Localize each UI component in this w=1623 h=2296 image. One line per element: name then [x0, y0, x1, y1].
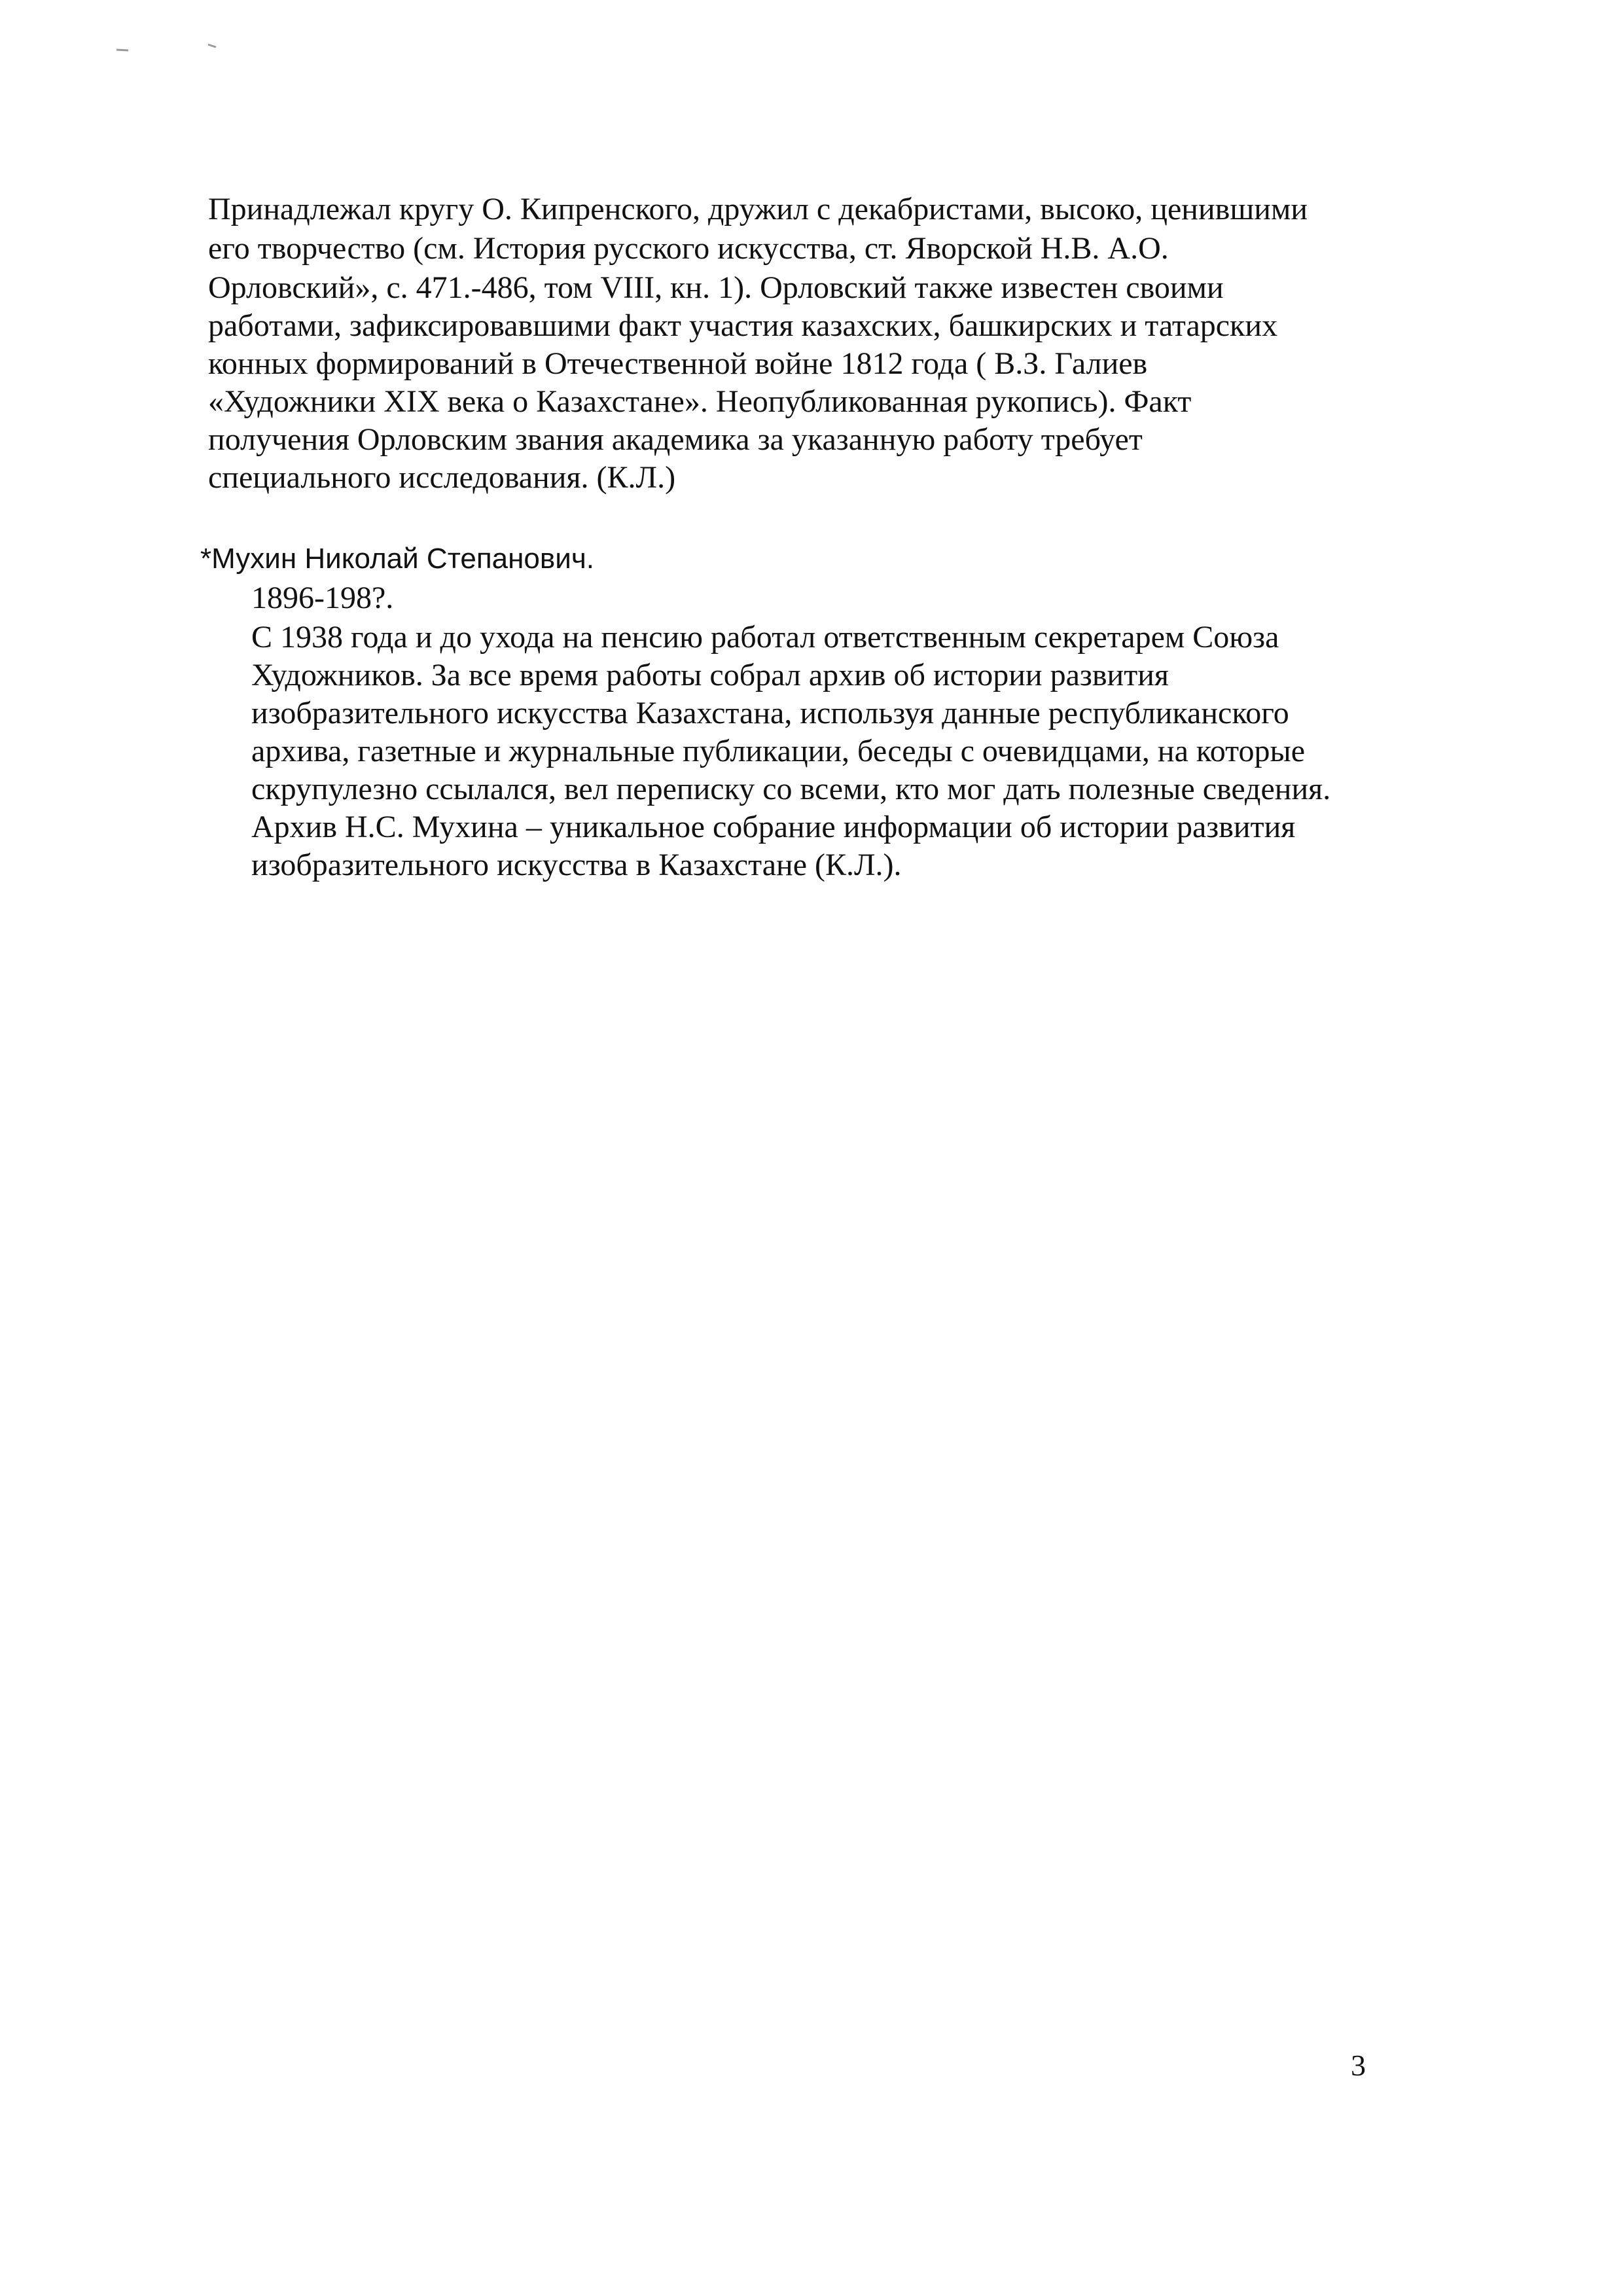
paragraph-line: Орловский», с. 471.-486, том VIII, кн. 1). Орловский также известен своими — [208, 270, 1224, 305]
entry-body-line: изобразительного искусства в Казахстане (К.Л.). — [251, 848, 902, 882]
entry-body-line: изобразительного искусства Казахстана, используя данные республиканского — [251, 696, 1289, 730]
paragraph-line: его творчество (см. История русского искусства, ст. Яворской Н.В. А.О. — [208, 231, 1169, 266]
entry-body-line: Архив Н.С. Мухина – уникальное собрание информации об истории развития — [251, 810, 1296, 844]
entry-heading: *Мухин Николай Степанович. — [200, 543, 594, 575]
page-number: 3 — [1351, 2049, 1366, 2082]
entry-body-line: скрупулезно ссылался, вел переписку со всеми, кто мог дать полезные сведения. — [251, 772, 1331, 806]
entry-body-line: С 1938 года и до ухода на пенсию работал ответственным секретарем Союза — [251, 620, 1279, 655]
paragraph-line: работами, зафиксировавшими факт участия казахских, башкирских и татарских — [208, 308, 1278, 343]
paragraph-line: «Художники XIX века о Казахстане». Неопубликованная рукопись). Факт — [208, 384, 1192, 419]
entry-years: 1896-198?. — [251, 581, 394, 615]
entry-body-line: архива, газетные и журнальные публикации, беседы с очевидцами, на которые — [251, 734, 1306, 768]
paragraph-line: получения Орловским звания академика за указанную работу требует — [208, 422, 1143, 457]
scan-speck — [208, 45, 216, 47]
paragraph-line: Принадлежал кругу О. Кипренского, дружил с декабристами, высоко, ценившими — [208, 192, 1308, 226]
entry-body-line: Художников. За все время работы собрал архив об истории развития — [251, 658, 1169, 692]
paragraph-line: специального исследования. (К.Л.) — [208, 460, 676, 495]
paragraph-line: конных формирований в Отечественной войне 1812 года ( В.З. Галиев — [208, 346, 1148, 381]
